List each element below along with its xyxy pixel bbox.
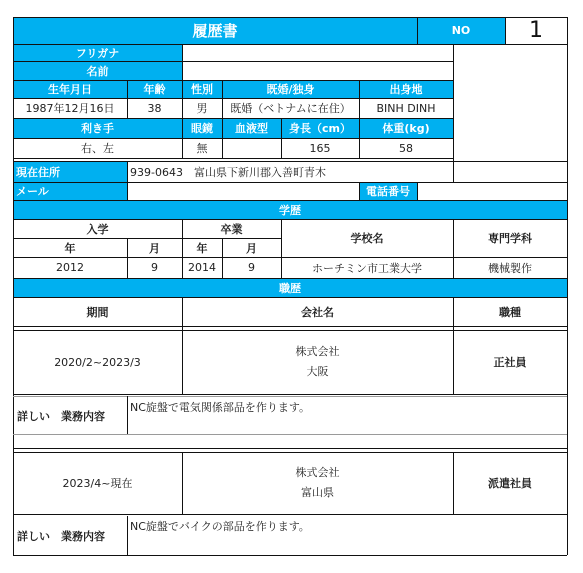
major-value: 機械製作 — [488, 261, 532, 275]
blood-value — [222, 138, 281, 158]
grid-line — [13, 396, 567, 397]
grid-line — [505, 17, 506, 44]
career-position: 派遣社員 — [488, 477, 532, 490]
grad-year-label: 年 — [196, 241, 208, 255]
furigana-value — [182, 44, 453, 61]
phone-label: 電話番号 — [359, 182, 417, 200]
grid-line — [127, 80, 128, 118]
grid-line — [182, 44, 183, 158]
weight-value: 58 — [399, 141, 413, 155]
position-label: 職種 — [499, 305, 521, 319]
email-value — [127, 182, 359, 200]
grad-label: 卒業 — [220, 222, 243, 236]
grid-line — [13, 158, 453, 159]
grad-year-value: 2014 — [188, 261, 216, 274]
grid-line — [417, 17, 418, 44]
hand-value: 右、左 — [81, 142, 114, 155]
marital-label: 既婚/独身 — [222, 80, 359, 98]
details-value: NC旋盤でバイクの部品を作ります。 — [130, 520, 310, 533]
grid-line — [182, 219, 183, 278]
grid-line — [13, 555, 567, 556]
grid-line — [13, 44, 567, 45]
address-label: 現在住所 — [13, 161, 127, 182]
grid-line — [13, 161, 567, 162]
hand-label: 利き手 — [13, 118, 182, 138]
grid-line — [13, 448, 567, 449]
grid-line — [453, 44, 454, 161]
major-label: 専門学科 — [488, 232, 532, 245]
grid-line — [453, 452, 454, 514]
school-value: ホーチミン市工業大学 — [312, 261, 422, 275]
glasses-value: 無 — [196, 142, 208, 155]
grid-line — [13, 278, 567, 279]
grid-line — [281, 118, 282, 158]
email-label: メール — [13, 182, 127, 200]
grid-line — [13, 452, 567, 453]
grid-line — [417, 182, 418, 200]
name-label: 名前 — [13, 61, 182, 80]
grid-line — [13, 200, 567, 201]
career-section-header: 職歴 — [13, 279, 567, 297]
entry-year-value: 2012 — [56, 261, 84, 274]
grid-line — [127, 238, 128, 278]
gender-label: 性別 — [182, 80, 222, 98]
career-company — [182, 452, 453, 514]
grid-line — [13, 138, 453, 139]
grid-line — [13, 434, 567, 435]
grid-line — [13, 17, 567, 18]
entry-month-value: 9 — [151, 261, 158, 274]
birth-label: 生年月日 — [13, 80, 127, 98]
grad-month-label: 月 — [246, 241, 257, 255]
grid-line — [222, 238, 223, 278]
career-company — [182, 330, 453, 394]
no-value: 1 — [505, 17, 567, 44]
company-line2: 富山県 — [301, 486, 334, 499]
grid-line — [13, 257, 567, 258]
grid-line — [127, 516, 128, 555]
grad-month-value: 9 — [248, 261, 255, 274]
career-position: 正社員 — [493, 356, 527, 369]
grid-line — [359, 80, 360, 158]
resume-title: 履歴書 — [13, 17, 417, 44]
grid-line — [127, 161, 128, 200]
details-label: 詳しい 業務内容 — [17, 410, 105, 423]
grid-line — [359, 182, 360, 200]
no-label: NO — [417, 17, 505, 44]
grid-line — [127, 396, 128, 434]
birthplace-value: BINH DINH — [376, 101, 436, 115]
company-line1: 株式会社 — [295, 345, 340, 358]
grid-line — [567, 17, 568, 555]
grid-line — [13, 98, 453, 99]
grid-line — [13, 326, 567, 327]
grid-line — [281, 219, 282, 278]
age-label: 年齢 — [127, 80, 182, 98]
age-value: 38 — [147, 101, 162, 115]
weight-label: 体重(kg) — [359, 118, 453, 138]
gender-value: 男 — [196, 102, 208, 115]
details-value: NC旋盤で電気関係部品を作ります。 — [130, 401, 311, 414]
company-line1: 株式会社 — [295, 466, 340, 479]
birth-value: 1987年12月16日 — [25, 102, 115, 115]
entry-month-label: 月 — [149, 241, 160, 255]
grid-line — [13, 61, 453, 62]
company-label: 会社名 — [301, 305, 334, 319]
grid-line — [13, 330, 567, 331]
name-value — [182, 61, 453, 80]
period-label: 期間 — [86, 305, 109, 319]
height-value: 165 — [309, 141, 331, 155]
entry-year-label: 年 — [64, 241, 76, 255]
grid-line — [182, 452, 183, 514]
entry-label: 入学 — [86, 222, 109, 236]
grid-line — [13, 219, 567, 220]
grid-line — [13, 80, 453, 81]
grid-line — [222, 80, 223, 158]
grid-line — [13, 238, 281, 239]
phone-value — [417, 182, 567, 200]
grid-line — [453, 219, 454, 278]
company-line2: 大阪 — [306, 365, 329, 378]
glasses-label: 眼鏡 — [182, 118, 222, 138]
career-period: 2023/4~現在 — [62, 477, 133, 490]
blood-label: 血液型 — [222, 118, 281, 138]
grid-line — [453, 161, 454, 182]
marital-value: 既婚（ベトナムに在住） — [230, 102, 351, 115]
grid-line — [13, 514, 567, 515]
details-label: 詳しい 業務内容 — [17, 530, 105, 543]
birthplace-label: 出身地 — [359, 80, 453, 98]
career-period: 2020/2~2023/3 — [54, 355, 141, 369]
grid-line — [13, 297, 567, 298]
grid-line — [13, 182, 567, 183]
grid-line — [182, 297, 183, 394]
education-section-header: 学歴 — [13, 201, 567, 219]
address-value: 939-0643 富山県下新川郡入善町青木 — [130, 165, 326, 179]
grid-line — [453, 297, 454, 394]
grid-line — [13, 394, 567, 395]
furigana-label: フリガナ — [13, 44, 182, 61]
school-label: 学校名 — [350, 232, 384, 245]
grid-line — [13, 118, 453, 119]
height-label: 身長（cm） — [281, 118, 359, 138]
